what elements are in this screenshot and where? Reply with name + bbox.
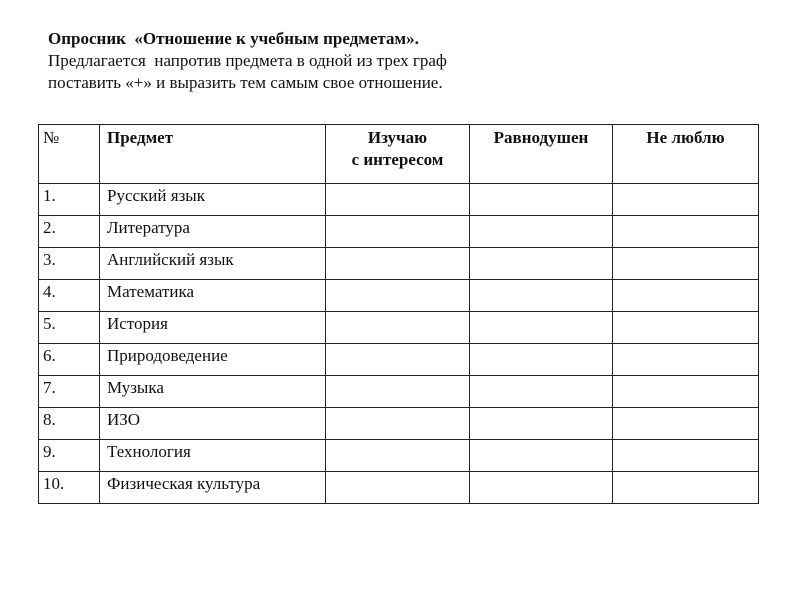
- survey-table: [38, 124, 759, 504]
- cell-indifferent[interactable]: [470, 408, 613, 440]
- cell-interest[interactable]: [326, 248, 470, 280]
- cell-dislike[interactable]: [613, 408, 759, 440]
- questionnaire-title: Опросник «Отношение к учебным предметам».: [48, 29, 419, 48]
- cell-dislike[interactable]: [613, 216, 759, 248]
- row-number: 3.: [39, 248, 100, 280]
- row-subject: Технология: [100, 440, 326, 472]
- cell-indifferent[interactable]: [470, 472, 613, 504]
- row-subject: Английский язык: [100, 248, 326, 280]
- row-number: 7.: [39, 376, 100, 408]
- header-indifferent: Равнодушен: [470, 125, 613, 184]
- row-subject: Математика: [100, 280, 326, 312]
- cell-indifferent[interactable]: [470, 216, 613, 248]
- table-row: [39, 312, 759, 344]
- header-interest: [326, 125, 470, 184]
- questionnaire-header: [48, 28, 768, 94]
- table-row: [39, 248, 759, 280]
- cell-interest[interactable]: [326, 344, 470, 376]
- row-number: 2.: [39, 216, 100, 248]
- header-number: №: [39, 125, 100, 184]
- cell-dislike[interactable]: [613, 248, 759, 280]
- row-subject: ИЗО: [100, 408, 326, 440]
- row-subject: Русский язык: [100, 184, 326, 216]
- cell-indifferent[interactable]: [470, 312, 613, 344]
- header-dislike: Не люблю: [613, 125, 759, 184]
- cell-indifferent[interactable]: [470, 344, 613, 376]
- cell-dislike[interactable]: [613, 472, 759, 504]
- header-interest-line-2: с интересом: [351, 150, 444, 169]
- cell-indifferent[interactable]: [470, 248, 613, 280]
- cell-indifferent[interactable]: [470, 376, 613, 408]
- cell-interest[interactable]: [326, 280, 470, 312]
- cell-interest[interactable]: [326, 472, 470, 504]
- header-interest-line-1: Изучаю: [367, 128, 428, 147]
- table-row: [39, 216, 759, 248]
- row-subject: Природоведение: [100, 344, 326, 376]
- row-subject: Литература: [100, 216, 326, 248]
- cell-dislike[interactable]: [613, 440, 759, 472]
- row-number: 4.: [39, 280, 100, 312]
- cell-interest[interactable]: [326, 376, 470, 408]
- cell-dislike[interactable]: [613, 280, 759, 312]
- cell-interest[interactable]: [326, 440, 470, 472]
- row-number: 6.: [39, 344, 100, 376]
- table-row: [39, 344, 759, 376]
- row-subject: Физическая культура: [100, 472, 326, 504]
- row-number: 5.: [39, 312, 100, 344]
- table-header-row: [39, 125, 759, 184]
- table-row: [39, 440, 759, 472]
- cell-dislike[interactable]: [613, 344, 759, 376]
- row-number: 9.: [39, 440, 100, 472]
- table-row: [39, 280, 759, 312]
- cell-indifferent[interactable]: [470, 280, 613, 312]
- cell-interest[interactable]: [326, 408, 470, 440]
- table-row: [39, 408, 759, 440]
- row-number: 1.: [39, 184, 100, 216]
- row-subject: Музыка: [100, 376, 326, 408]
- table-row: [39, 472, 759, 504]
- instruction-line-1: Предлагается напротив предмета в одной из трех граф: [48, 51, 447, 70]
- cell-dislike[interactable]: [613, 376, 759, 408]
- header-subject: Предмет: [100, 125, 326, 184]
- cell-interest[interactable]: [326, 216, 470, 248]
- row-subject: История: [100, 312, 326, 344]
- row-number: 10.: [39, 472, 100, 504]
- instruction-line-2: поставить «+» и выразить тем самым свое отношение.: [48, 73, 443, 92]
- cell-indifferent[interactable]: [470, 440, 613, 472]
- table-row: [39, 184, 759, 216]
- row-number: 8.: [39, 408, 100, 440]
- cell-interest[interactable]: [326, 184, 470, 216]
- table-row: [39, 376, 759, 408]
- cell-dislike[interactable]: [613, 312, 759, 344]
- cell-dislike[interactable]: [613, 184, 759, 216]
- cell-indifferent[interactable]: [470, 184, 613, 216]
- cell-interest[interactable]: [326, 312, 470, 344]
